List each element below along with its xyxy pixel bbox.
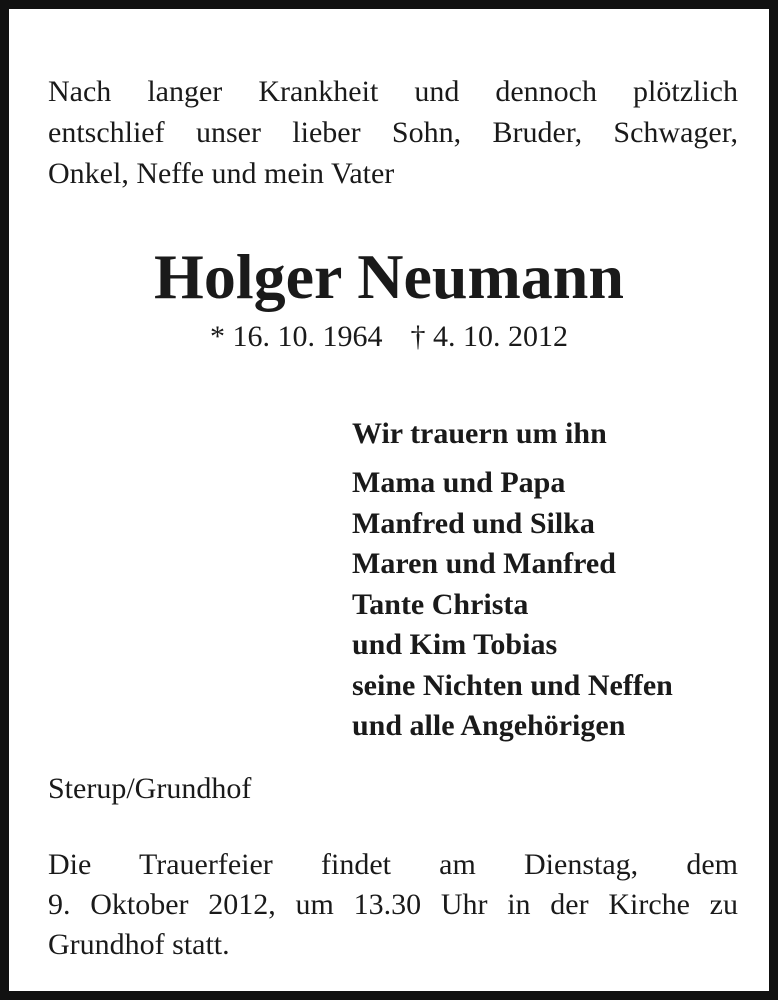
life-dates (9, 317, 769, 357)
place-name: Sterup/Grundhof (48, 772, 252, 805)
mourner-line: seine Nichten und Neffen (352, 668, 673, 702)
mourner-line: und alle Angehörigen (352, 709, 626, 742)
intro-text (48, 71, 738, 194)
funeral-line: Grundhof statt. (48, 928, 230, 961)
intro-line: Onkel, Neffe und mein Vater (48, 157, 395, 190)
funeral-line: 9. Oktober 2012, um 13.30 Uhr in der Kirche zu (48, 888, 738, 921)
mourner-line: Mama und Papa (352, 466, 566, 499)
death-date: † 4. 10. 2012 (410, 320, 568, 353)
birth-date: * 16. 10. 1964 (210, 320, 383, 353)
mourner-line: Tante Christa (352, 587, 529, 621)
mourner-line: Maren und Manfred (352, 547, 616, 580)
funeral-line: Die Trauerfeier findet am Dienstag, dem (48, 848, 738, 881)
funeral-info (48, 845, 738, 965)
mourner-line: und Kim Tobias (352, 628, 558, 661)
mourners-block (352, 414, 673, 747)
mourner-line: Manfred und Silka (352, 506, 595, 540)
deceased-name: Holger Neumann (154, 241, 624, 312)
intro-line: Nach langer Krankheit und dennoch plötzlich (48, 75, 738, 108)
intro-line: entschlief unser lieber Sohn, Bruder, Schwager, (48, 116, 738, 149)
mourning-lead: Wir trauern um ihn (352, 417, 607, 450)
